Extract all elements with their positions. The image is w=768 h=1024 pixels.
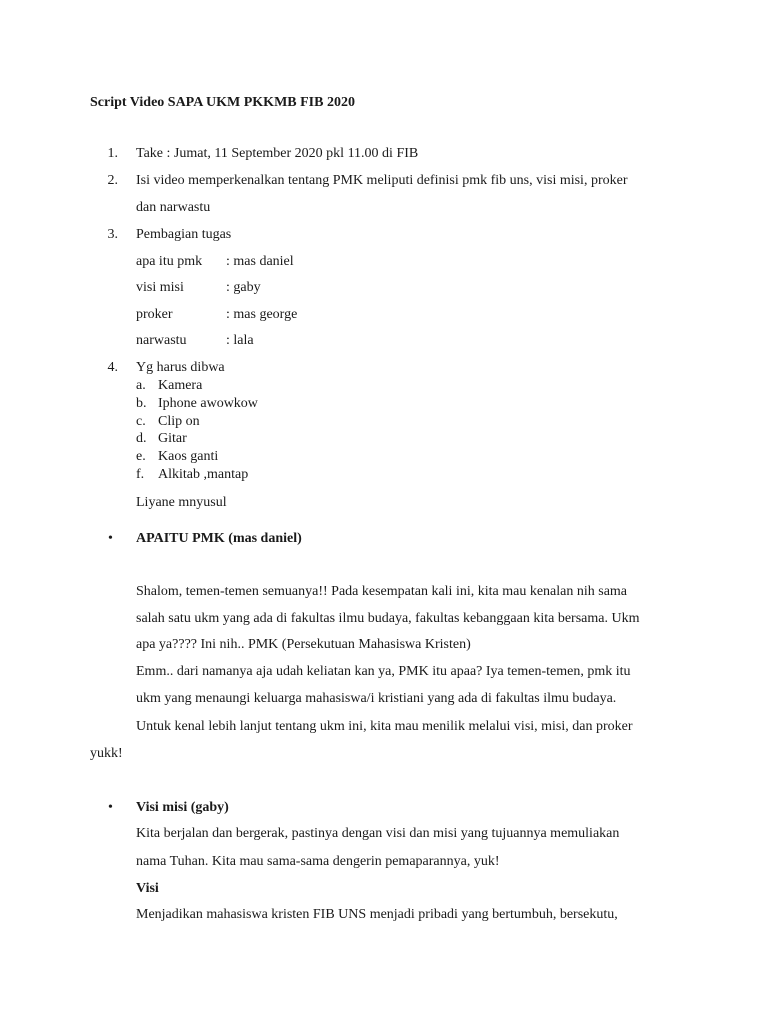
- paragraph-line: ukm yang menaungi keluarga mahasiswa/i kristiani yang ada di fakultas ilmu budaya.: [136, 691, 617, 706]
- task-person: : mas george: [226, 307, 298, 322]
- paragraph-line: nama Tuhan. Kita mau sama-sama dengerin pemaparannya, yuk!: [136, 854, 500, 869]
- bullet-icon: •: [108, 800, 113, 815]
- visi-text: Menjadikan mahasiswa kristen FIB UNS menjadi pribadi yang bertumbuh, bersekutu,: [136, 907, 618, 922]
- list-number-1: 1.: [107, 146, 118, 161]
- list-number-3: 3.: [107, 227, 118, 242]
- sublist-item: Kamera: [158, 378, 203, 393]
- sublist-letter: b.: [136, 396, 147, 411]
- paragraph-line: Emm.. dari namanya aja udah keliatan kan ya, PMK itu apaa? Iya temen-temen, pmk itu: [136, 664, 631, 679]
- document-title: Script Video SAPA UKM PKKMB FIB 2020: [90, 95, 355, 110]
- sublist-item: Clip on: [158, 414, 200, 429]
- sublist-item: Alkitab ,mantap: [158, 467, 249, 482]
- sublist-letter: a.: [136, 378, 146, 393]
- task-person: : mas daniel: [226, 254, 294, 269]
- sublist-letter: c.: [136, 414, 146, 429]
- visi-label: Visi: [136, 881, 159, 896]
- paragraph-line: Kita berjalan dan bergerak, pastinya dengan visi dan misi yang tujuannya memuliakan: [136, 826, 620, 841]
- paragraph-line: Untuk kenal lebih lanjut tentang ukm ini, kita mau menilik melalui visi, misi, dan proker: [136, 719, 633, 734]
- sublist-item: Iphone awowkow: [158, 396, 258, 411]
- list-item-3: Pembagian tugas: [136, 227, 232, 242]
- list-item-2-line-1: Isi video memperkenalkan tentang PMK meliputi definisi pmk fib uns, visi misi, proker: [136, 173, 628, 188]
- list-item-1: Take : Jumat, 11 September 2020 pkl 11.00 di FIB: [136, 146, 419, 161]
- task-role: narwastu: [136, 333, 187, 348]
- section-heading-apaitu-pmk: APAITU PMK (mas daniel): [136, 531, 302, 546]
- paragraph-line: Shalom, temen-temen semuanya!! Pada kesempatan kali ini, kita mau kenalan nih sama: [136, 584, 628, 599]
- sublist-letter: e.: [136, 449, 146, 464]
- task-person: : lala: [226, 333, 254, 348]
- task-role: apa itu pmk: [136, 254, 203, 269]
- list-item-2-line-2: dan narwastu: [136, 200, 211, 215]
- paragraph-line: yukk!: [90, 746, 123, 761]
- task-role: visi misi: [136, 280, 184, 295]
- sublist-letter: d.: [136, 431, 147, 446]
- list-number-2: 2.: [107, 173, 118, 188]
- liyane-note: Liyane mnyusul: [136, 495, 227, 510]
- paragraph-line: apa ya???? Ini nih.. PMK (Persekutuan Mahasiswa Kristen): [136, 637, 471, 652]
- sublist-letter: f.: [136, 467, 145, 482]
- section-heading-visi-misi: Visi misi (gaby): [136, 800, 229, 815]
- task-person: : gaby: [226, 280, 261, 295]
- sublist-item: Gitar: [158, 431, 187, 446]
- task-role: proker: [136, 307, 173, 322]
- paragraph-line: salah satu ukm yang ada di fakultas ilmu budaya, fakultas kebanggaan kita bersama. Ukm: [136, 611, 640, 626]
- sublist-item: Kaos ganti: [158, 449, 219, 464]
- bullet-icon: •: [108, 531, 113, 546]
- list-item-4: Yg harus dibwa: [136, 360, 225, 375]
- list-number-4: 4.: [107, 360, 118, 375]
